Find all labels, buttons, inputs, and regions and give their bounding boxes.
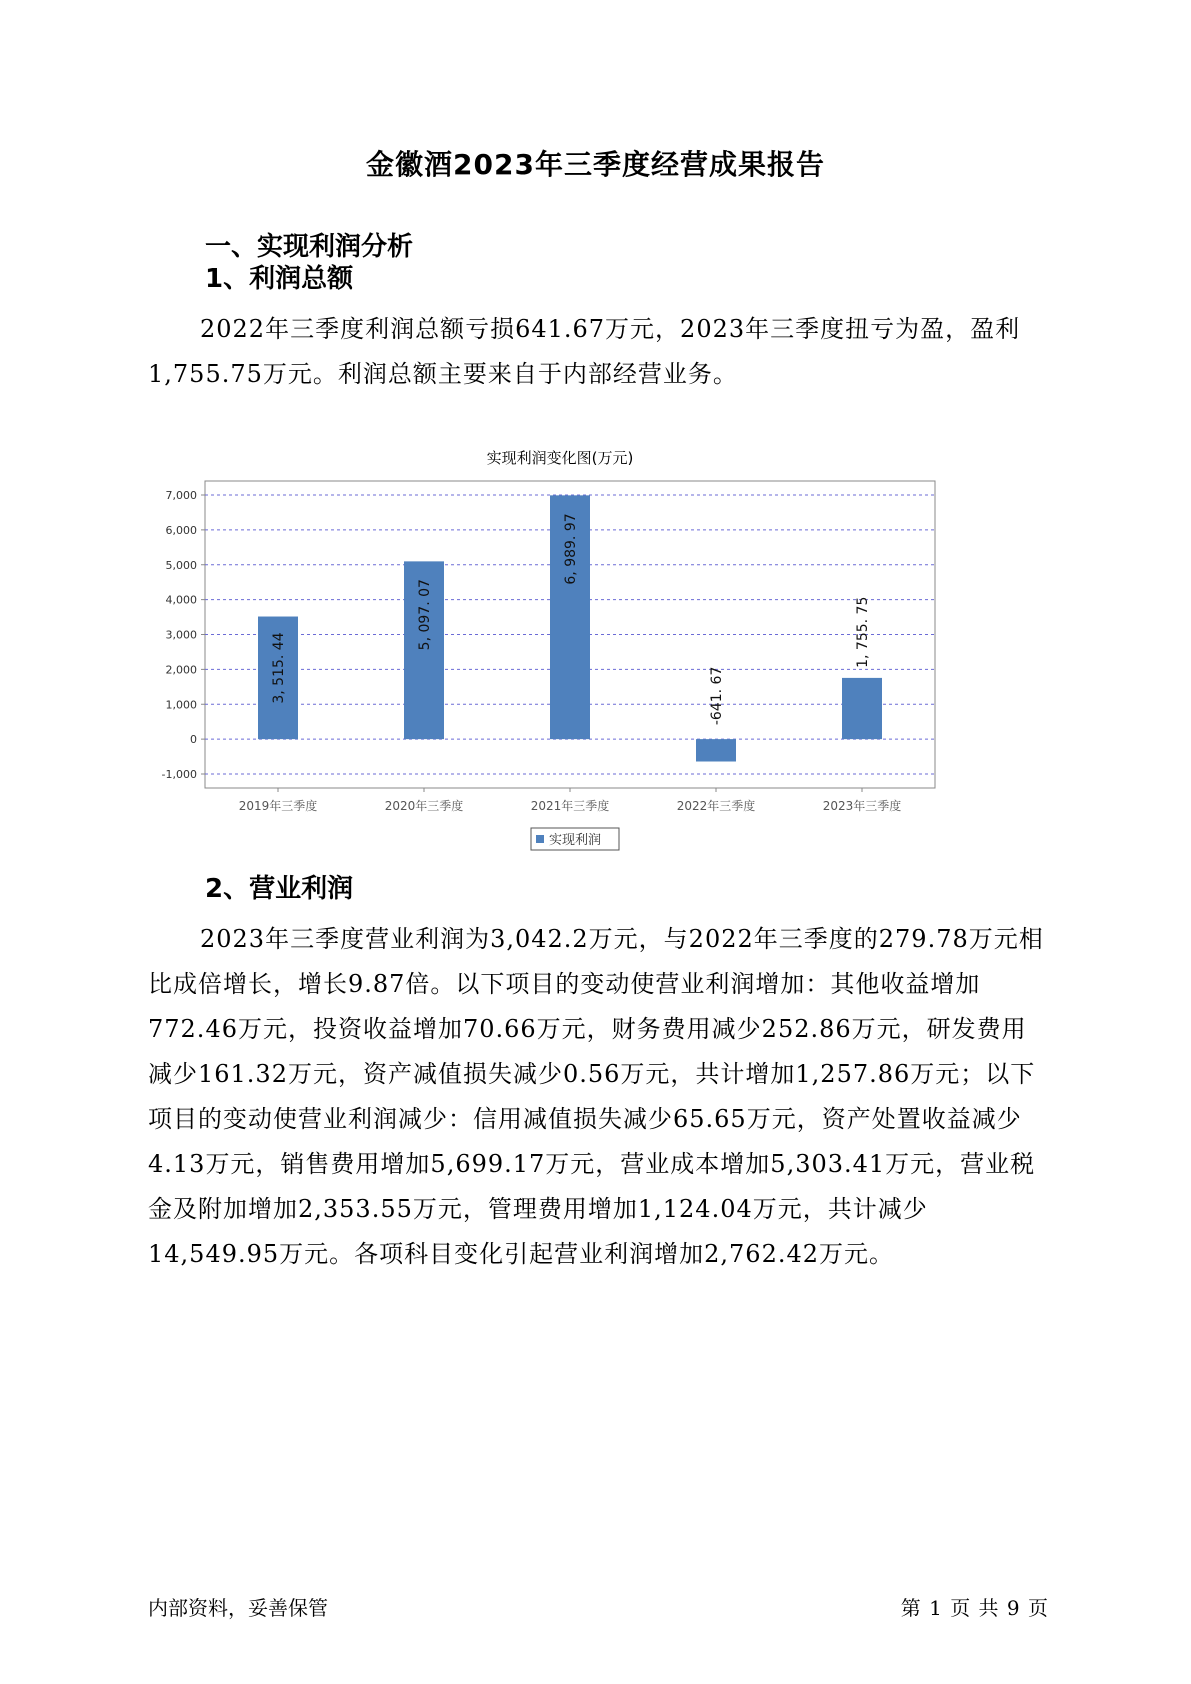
chart-svg — [160, 445, 1020, 905]
x-tick-label: 2019年三季度 — [238, 799, 318, 813]
chart-title: 实现利润变化图(万元) — [486, 449, 634, 467]
bar — [842, 678, 882, 739]
y-tick-label: 7,000 — [165, 489, 197, 502]
subsection-heading-total-profit: 1、利润总额 — [205, 264, 354, 294]
legend-swatch — [536, 835, 544, 843]
y-tick-label: -1,000 — [161, 768, 197, 781]
data-label: 6, 989. 97 — [563, 513, 579, 585]
data-label: -641. 67 — [709, 666, 725, 726]
x-tick-label: 2023年三季度 — [822, 799, 902, 813]
y-tick-label: 4,000 — [165, 593, 197, 607]
y-tick-label: 0 — [190, 733, 197, 747]
y-tick-label: 1,000 — [165, 698, 197, 712]
footer-page-number: 第 1 页 共 9 页 — [900, 1596, 1048, 1620]
footer-confidential-note: 内部资料，妥善保管 — [148, 1596, 328, 1620]
y-tick-label: 5,000 — [165, 558, 197, 572]
x-tick-label: 2022年三季度 — [676, 799, 756, 813]
y-tick-label: 6,000 — [165, 523, 197, 537]
bar — [696, 739, 736, 761]
data-label: 5, 097. 07 — [417, 579, 433, 651]
y-tick-label: 3,000 — [165, 628, 197, 642]
section-heading-profit-analysis: 一、实现利润分析 — [205, 232, 414, 262]
x-tick-label: 2020年三季度 — [384, 799, 464, 813]
data-label: 3, 515. 44 — [271, 632, 287, 704]
paragraph-total-profit: 2022年三季度利润总额亏损641.67万元，2023年三季度扭亏为盈，盈利1,755.75万元。利润总额主要来自于内部经营业务。 — [148, 315, 1021, 388]
legend-label: 实现利润 — [549, 833, 602, 848]
document-title: 金徽酒2023年三季度经营成果报告 — [366, 148, 825, 181]
subsection-heading-operating-profit: 2、营业利润 — [205, 874, 354, 904]
y-tick-label: 2,000 — [165, 663, 197, 677]
paragraph-operating-profit: 2023年三季度营业利润为3,042.2万元，与2022年三季度的279.78万元相比成倍增长，增长9.87倍。以下项目的变动使营业利润增加：其他收益增加772.46万元，投资收益增加70.66万元，财务费用减少252.86万元，研发费用减少161.32万元，资产减值损失减少0.56万元，共计增加1,257.86万元；以下项目的变动使营业利润减少：信用减值损失减少65.65万元，资产处置收益减少4.13万元，销售费用增加5,699.17万元，营业成本增加5,303.41万元，营业税金及附加增加2,353.55万元，管理费用增加1,124.04万元，共计减少14,549.95万元。各项科目变化引起营业利润增加2,762.42万元。 — [148, 925, 1044, 1268]
data-label: 1, 755. 75 — [855, 596, 871, 668]
profit-bar-chart — [160, 445, 1020, 905]
x-tick-label: 2021年三季度 — [530, 799, 610, 813]
